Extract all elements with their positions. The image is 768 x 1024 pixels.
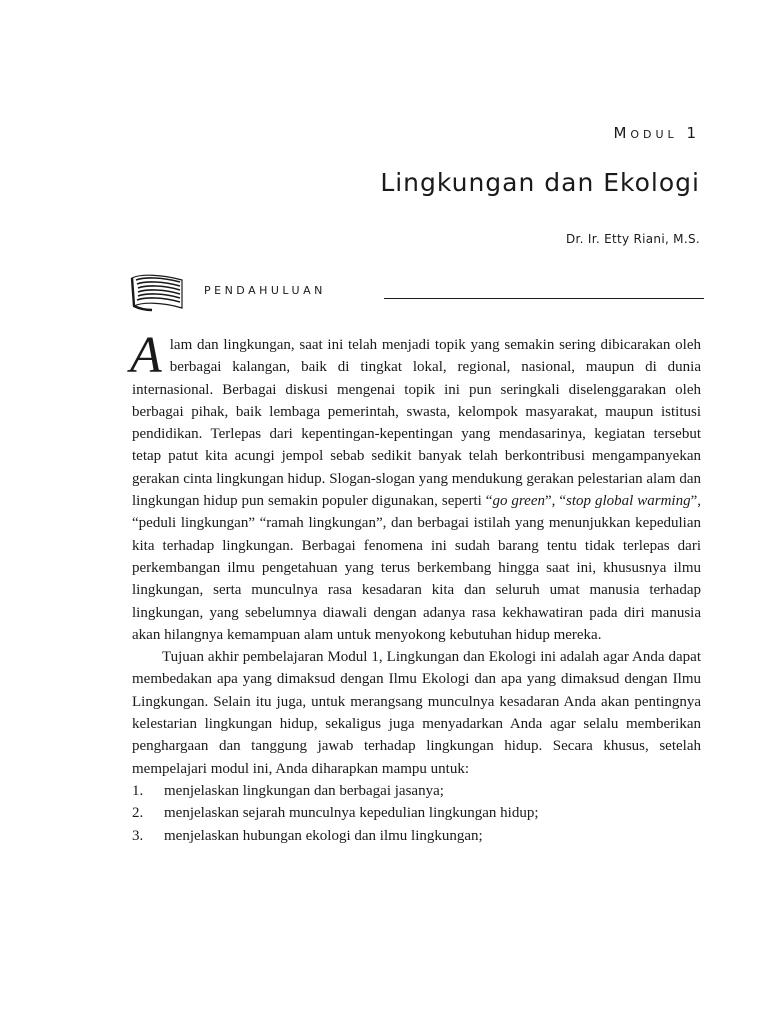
author-name: Dr. Ir. Etty Riani, M.S.: [565, 232, 700, 246]
module-label: Modul 1: [613, 124, 700, 142]
intro-body: [130, 327, 701, 847]
intro-paragraph-1: [130, 327, 701, 646]
list-item-number: 3.: [132, 827, 144, 844]
list-item: [132, 802, 701, 824]
objectives-list: [132, 780, 701, 847]
list-item-text: menjelaskan lingkungan dan berbagai jasanya;: [164, 782, 444, 799]
intro-text-a: lam dan lingkungan, saat ini telah menjadi topik yang semakin sering dibicarakan oleh berbagai kalangan, baik di tingkat lokal, regional, nasional, maupun di dunia internasional. Berbagai diskusi mengenai topik ini pun seringkali diselenggarakan oleh berbagai pihak, baik lembaga pemerintah, swasta, kelompok masyarakat, maupun istitusi pendidikan. Terlepas dari kepentingan-kepentingan yang mendasarinya, kegiatan tersebut tetap patut kita acungi jempol sebab sedikit banyak telah berkontribusi mengampanyekan gerakan cinta lingkungan hidup. Slogan-slogan yang mendukung gerakan pelestarian alam dan lingkungan hidup pun semakin populer digunakan, seperti “: [132, 337, 701, 510]
section-header: [130, 272, 704, 312]
section-rule: [384, 298, 704, 299]
list-item: [132, 825, 701, 847]
slogan-go-green: go green: [492, 493, 545, 510]
module-title: Lingkungan dan Ekologi: [380, 168, 700, 197]
intro-text-c: ”, “peduli lingkungan” “ramah lingkungan”, dan berbagai istilah yang menunjukkan kepedulian kita terhadap lingkungan. Berbagai fenomena ini sudah barang tentu tidak terlepas dari perkembangan ilmu pengetahuan yang terus berkembang hingga saat ini, khususnya ilmu lingkungan, serta munculnya rasa kesadaran kita dan seluruh umat manusia terhadap lingkungan, yang sebelumnya diawali dengan adanya rasa kekhawatiran pada diri manusia akan hilangnya kemampuan alam untuk menyokong kebutuhan hidup mereka.: [132, 493, 701, 643]
list-item-text: menjelaskan hubungan ekologi dan ilmu lingkungan;: [164, 827, 483, 844]
slogan-stop-global-warming: stop global warming: [566, 493, 691, 510]
open-book-icon: [130, 272, 186, 312]
intro-text-b: ”, “: [544, 493, 566, 510]
list-item-number: 2.: [132, 805, 144, 822]
dropcap-letter: A: [130, 327, 162, 384]
section-title: PENDAHULUAN: [204, 284, 326, 297]
intro-paragraph-2: Tujuan akhir pembelajaran Modul 1, Lingkungan dan Ekologi ini adalah agar Anda dapat membedakan apa yang dimaksud dengan Ilmu Ekologi dan apa yang dimaksud dengan Ilmu Lingkungan. Selain itu juga, untuk merangsang munculnya kesadaran Anda akan pentingnya kelestarian lingkungan hidup, sekaligus juga menyadarkan Anda agar selalu memberikan penghargaan dan tanggung jawab terhadap lingkungan hidup. Secara khusus, setelah mempelajari modul ini, Anda diharapkan mampu untuk:: [132, 649, 701, 777]
list-item: [132, 780, 701, 802]
list-item-number: 1.: [132, 782, 144, 799]
list-item-text: menjelaskan sejarah munculnya kepedulian lingkungan hidup;: [164, 805, 539, 822]
